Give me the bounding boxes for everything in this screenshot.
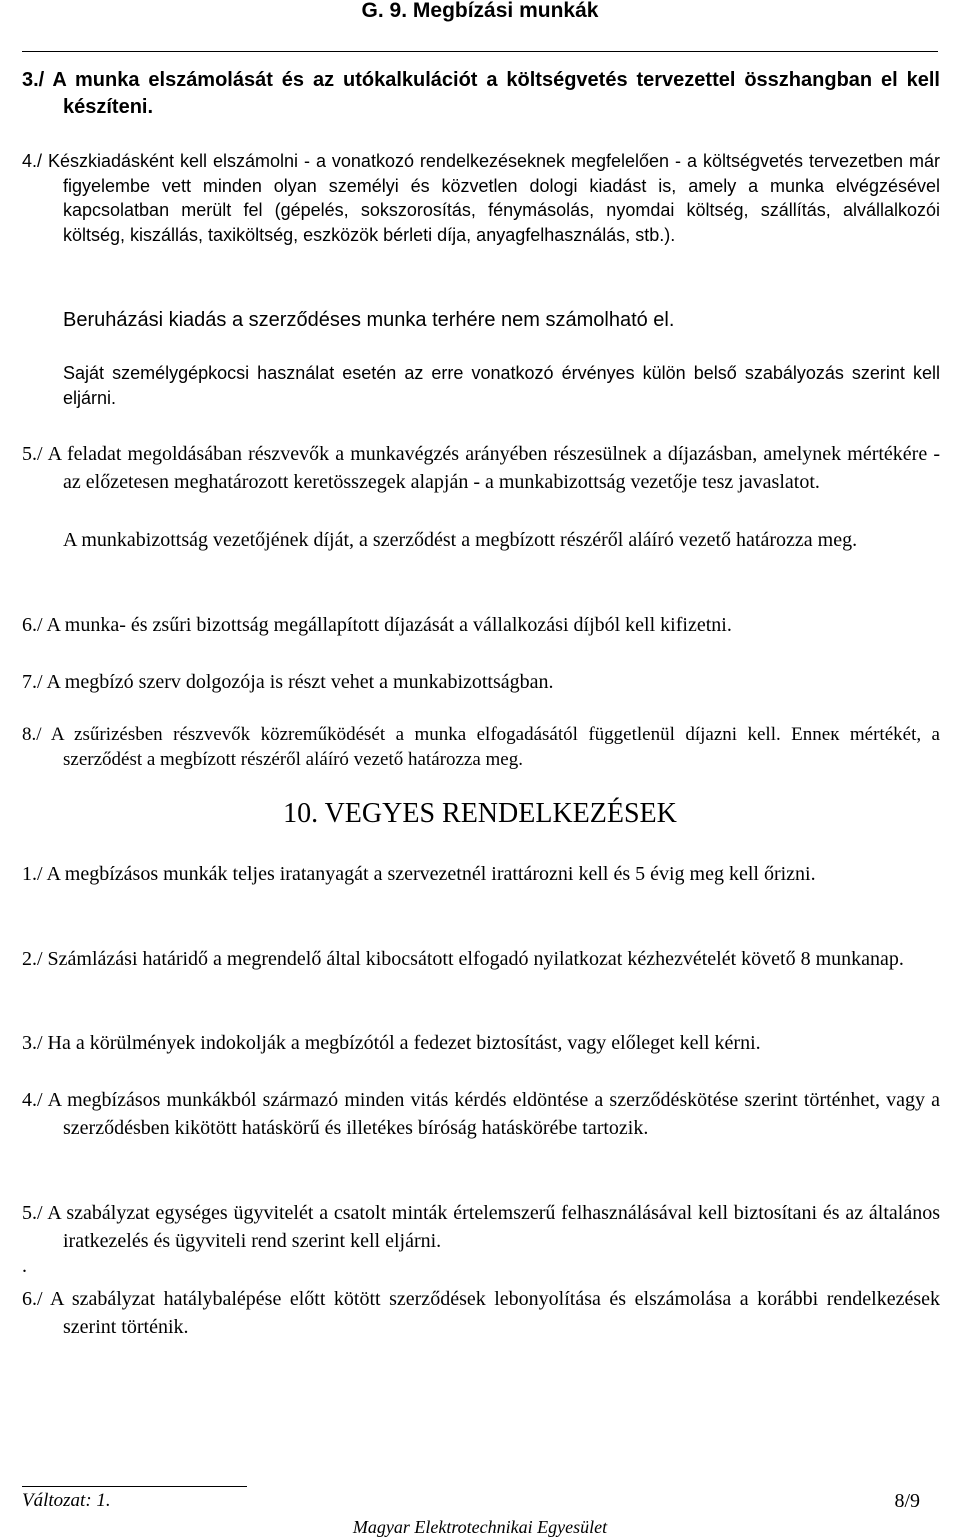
paragraph-4-investment (22, 308, 940, 333)
paragraph-6-text: 6./ A munka- és zsűri bizottság megállapított díjazását a vállalkozási díjból kell kifizetni. (22, 614, 732, 636)
paragraph-5-leader-fee-text: A munkabizottság vezetőjének díját, a szerződést a megbízott részéről aláíró vezető határozza meg. (63, 529, 858, 551)
paragraph-5 (22, 440, 940, 496)
paragraph-6 (22, 611, 940, 639)
section-10-item-3 (22, 1029, 940, 1057)
paragraph-8-text: 8./ A zsűrizésben részvevők közreműködését a munka elfogadásától függetlenül díjazni kell. Enneк mértékét, a szerződést a megbízott részéről aláíró vezető határozza meg. (22, 724, 940, 770)
paragraph-5-leader-fee (22, 526, 940, 554)
paragraph-3 (22, 67, 940, 121)
section-10-item-2 (22, 945, 940, 973)
section-10-item-4 (22, 1086, 940, 1142)
section-10-item-1-text: 1./ A megbízásos munkák teljes iratanyagát a szervezetnél irattározni kell és 5 évig meg kell őrizni. (22, 863, 816, 885)
header-divider (22, 51, 938, 52)
footer-organization: Magyar Elektrotechnikai Egyesület (352, 1517, 608, 1537)
footer-divider (22, 1486, 247, 1487)
section-10-item-3-text: 3./ Ha a körülmények indokolják a megbízótól a fedezet biztosítást, vagy előleget kell kérni. (22, 1032, 761, 1054)
paragraph-4 (22, 149, 940, 247)
paragraph-4-car-text: Saját személygépkocsi használat esetén az erre vonatkozó érvényes külön belső szabályozás szerint kell eljárni. (63, 363, 940, 408)
page-header-title: G. 9. Megbízási munkák (361, 0, 599, 22)
section-10-item-4-text: 4./ A megbízásos munkákból származó minden vitás kérdés eldöntése a szerződéskötése szerint történhet, vagy a szerződésben kikötött hatáskörű és illetékes bíróság hatáskörébe tartozik. (22, 1089, 940, 1139)
paragraph-4-car (22, 361, 940, 410)
paragraph-4-investment-text: Beruházási kiadás a szerződéses munka terhére nem számolható el. (63, 309, 675, 331)
paragraph-8 (22, 722, 940, 772)
paragraph-3-text: 3./ A munka elszámolását és az utókalkulációt a költségvetés tervezettel összhangban el kell készíteni. (22, 69, 940, 118)
section-10-item-1 (22, 860, 940, 888)
section-10-item-6-text: 6./ A szabályzat hatálybalépése előtt kötött szerződések lebonyolítása és elszámolása a korábbi rendelkezések szerint történik. (22, 1288, 940, 1338)
paragraph-5-text: 5./ A feladat megoldásában részvevők a munkavégzés arányében részesülnek a díjazásban, amelynek mértékére - az előzetesen meghatározott keretösszegek alapján - a munkabizottság vezetője tesz javaslatot. (22, 443, 940, 493)
section-10-item-5 (22, 1199, 940, 1255)
paragraph-4-text: 4./ Készkiadásként kell elszámolni - a vonatkozó rendelkezéseknek megfelelően - a költségvetés tervezetben már figyelembe vett minden olyan személyi és közvetlen dologi kiadást is, amely a munka elvégzésével kapcsolatban merült fel (gépelés, sokszorosítás, fénymásolás, nyomdai költség, szállítás, alvállalkozói költség, kiszállás, taxiköltség, eszközök bérleti díja, anyagfelhasználás, stb.). (22, 151, 940, 245)
stray-dot: . (22, 1255, 27, 1277)
paragraph-7-text: 7./ A megbízó szerv dolgozója is részt vehet a munkabizottságban. (22, 671, 554, 693)
section-10-item-6 (22, 1285, 940, 1341)
footer-version: Változat: 1. (22, 1490, 111, 1511)
footer-page-number: 8/9 (894, 1490, 920, 1512)
paragraph-7 (22, 668, 940, 696)
section-10-heading: 10. VEGYES RENDELKEZÉSEK (283, 798, 677, 829)
section-10-item-5-text: 5./ A szabályzat egységes ügyvitelét a csatolt minták értelemszerű felhasználásával kell biztosítani és az általános iratkezelés és ügyviteli rend szerint kell eljárni. (22, 1202, 940, 1252)
section-10-item-2-text: 2./ Számlázási határidő a megrendelő által kibocsátott elfogadó nyilatkozat kézhezvételét követő 8 munkanap. (22, 948, 904, 970)
